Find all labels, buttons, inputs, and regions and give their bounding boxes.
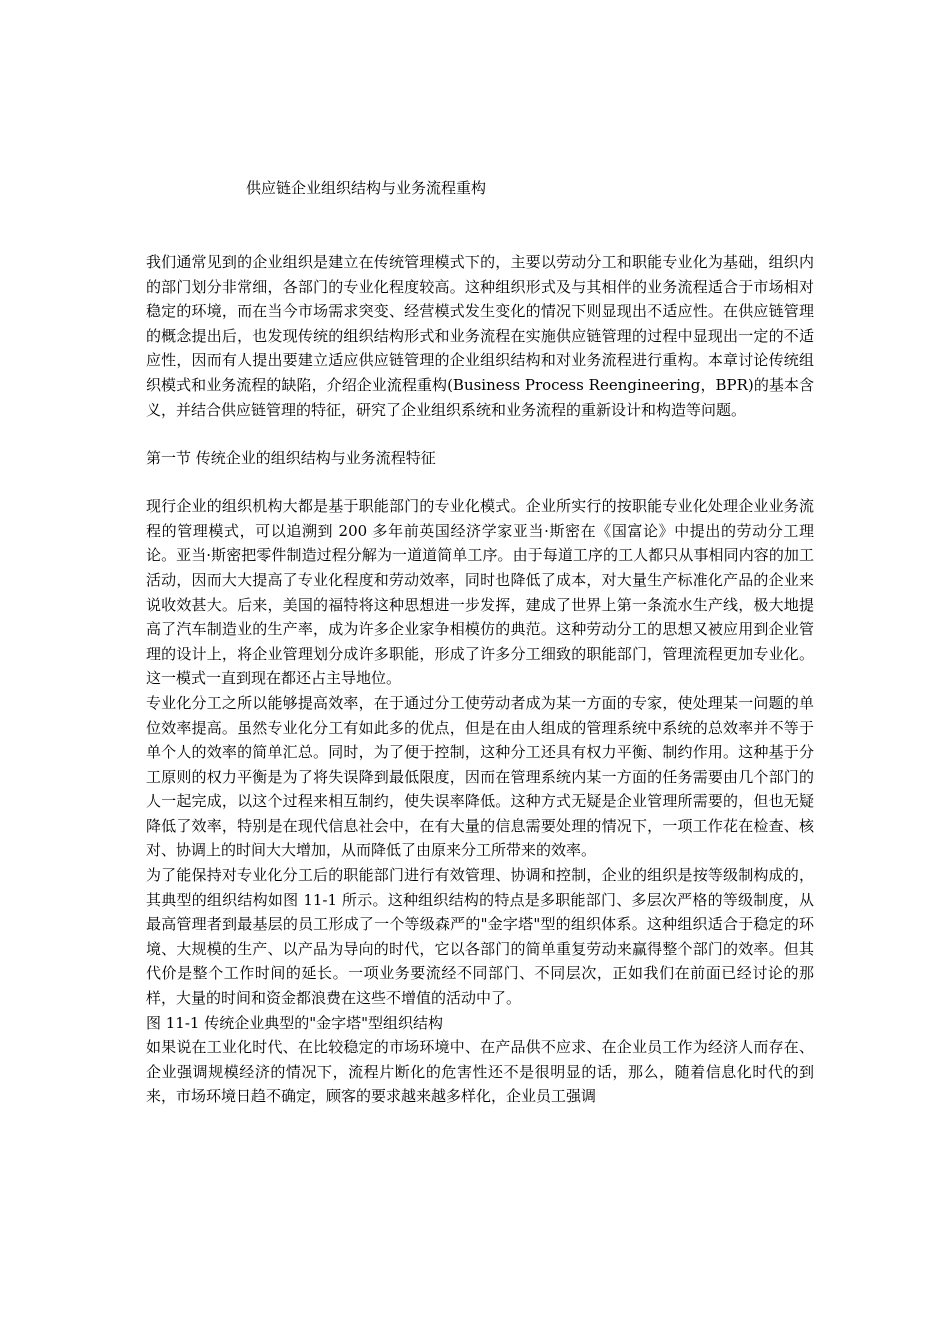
spacer [146,200,814,250]
document-body [146,176,814,1109]
paragraph-3: 为了能保持对专业化分工后的职能部门进行有效管理、协调和控制，企业的组织是按等级制构成的，其典型的组织结构如图 11-1 所示。这种组织结构的特点是多职能部门、多层次严格的等级制度，从最高管理者到最基层的员工形成了一个等级森严的"金字塔"型的组织体系。这种组织适合于稳定的环境、大规模的生产、以产品为导向的时代，它以各部门的简单重复劳动来赢得整个部门的效率。但其代价是整个工作时间的延长。一项业务要流经不同部门、不同层次，正如我们在前面已经讨论的那样，大量的时间和资金都浪费在这些不增值的活动中了。 [146,866,814,1008]
paragraph-1: 现行企业的组织机构大都是基于职能部门的专业化模式。企业所实行的按职能专业化处理企业业务流程的管理模式，可以追溯到 200 多年前英国经济学家亚当·斯密在《国富论》中提出的劳动分工理论。亚当·斯密把零件制造过程分解为一道道简单工序。由于每道工序的工人都只从事相同内容的加工活动，因而大大提高了专业化程度和劳动效率，同时也降低了成本，对大量生产标准化产品的企业来说收效甚大。后来，美国的福特将这种思想进一步发挥，建成了世界上第一条流水生产线，极大地提高了汽车制造业的生产率，成为许多企业家争相模仿的典范。这种劳动分工的思想又被应用到企业管理的设计上，将企业管理划分成许多职能，形成了许多分工细致的职能部门，管理流程更加专业化。这一模式一直到现在都还占主导地位。 [146,497,814,688]
spacer [146,470,814,494]
paragraph-4: 如果说在工业化时代、在比较稳定的市场环境中、在产品供不应求、在企业员工作为经济人而存在、企业强调规模经济的情况下，流程片断化的危害性还不是很明显的话，那么，随着信息化时代的到来，市场环境日趋不确定，顾客的要求越来越多样化，企业员工强调 [146,1038,814,1106]
spacer [146,422,814,446]
intro-paragraph: 我们通常见到的企业组织是建立在传统管理模式下的，主要以劳动分工和职能专业化为基础，组织内的部门划分非常细，各部门的专业化程度较高。这种组织形式及与其相伴的业务流程适合于市场相对稳定的环境，而在当今市场需求突变、经营模式发生变化的情况下则显现出不适应性。在供应链管理的概念提出后，也发现传统的组织结构形式和业务流程在实施供应链管理的过程中显现出一定的不适应性，因而有人提出要建立适应供应链管理的企业组织结构和对业务流程进行重构。本章讨论传统组织模式和业务流程的缺陷，介绍企业流程重构(Business Process Reengineering，BPR)的基本含义，并结合供应链管理的特征，研究了企业组织系统和业务流程的重新设计和构造等问题。 [146,253,814,419]
paragraph-2: 专业化分工之所以能够提高效率，在于通过分工使劳动者成为某一方面的专家，使处理某一问题的单位效率提高。虽然专业化分工有如此多的优点，但是在由人组成的管理系统中系统的总效率并不等于单个人的效率的简单汇总。同时，为了便于控制，这种分工还具有权力平衡、制约作用。这种基于分工原则的权力平衡是为了将失误降到最低限度，因而在管理系统内某一方面的任务需要由几个部门的人一起完成，以这个过程来相互制约，使失误率降低。这种方式无疑是企业管理所需要的，但也无疑降低了效率，特别是在现代信息社会中，在有大量的信息需要处理的情况下，一项工作花在检查、核对、协调上的时间大大增加，从而降低了由原来分工所带来的效率。 [146,693,814,860]
section-heading: 第一节 传统企业的组织结构与业务流程特征 [146,449,436,468]
figure-caption: 图 11-1 传统企业典型的"金字塔"型组织结构 [146,1013,444,1032]
document-title: 供应链企业组织结构与业务流程重构 [246,179,487,197]
